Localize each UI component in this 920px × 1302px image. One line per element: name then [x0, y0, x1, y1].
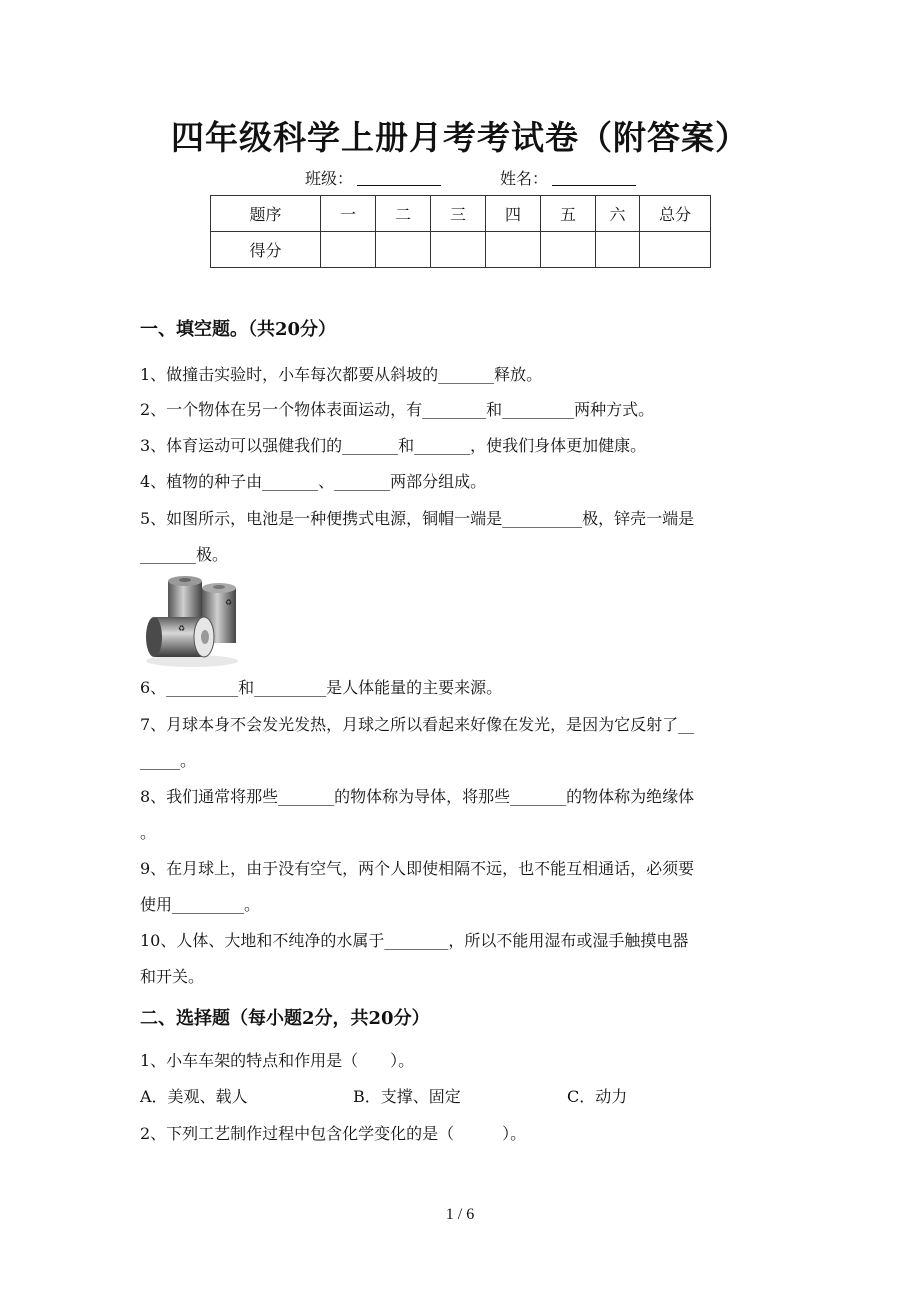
score-cell[interactable] — [541, 232, 596, 268]
header-cell: 二 — [376, 196, 431, 232]
header-cell: 三 — [431, 196, 486, 232]
name-label: 姓名： — [500, 169, 549, 188]
section2-heading: 二、选择题（每小题2分，共20分） — [140, 1008, 430, 1029]
question-line: _____。 — [140, 751, 197, 770]
score-table-header-row — [211, 196, 711, 232]
question-line: 9、在月球上，由于没有空气，两个人即使相隔不远，也不能互相通话，必须要 — [140, 859, 695, 878]
question-line: 4、植物的种子由_______、_______两部分组成。 — [140, 472, 487, 491]
question-line: 使用_________。 — [140, 895, 261, 914]
question-line: 和开关。 — [140, 967, 205, 986]
question-line: 7、月球本身不会发光发热，月球之所以看起来好像在发光，是因为它反射了__ — [140, 715, 695, 734]
class-label: 班级： — [305, 169, 354, 188]
question-line: 。 — [140, 823, 157, 842]
class-field — [305, 168, 441, 190]
header-cell: 一 — [321, 196, 376, 232]
header-cell: 题序 — [211, 196, 321, 232]
page-title: 四年级科学上册月考考试卷（附答案） — [171, 118, 749, 157]
question-line: 2、一个物体在另一个物体表面运动，有________和_________两种方式。 — [140, 400, 655, 419]
score-table-score-row — [211, 232, 711, 268]
question-line: 5、如图所示，电池是一种便携式电源，铜帽一端是__________极，锌壳一端是 — [140, 509, 695, 528]
question-line: 10、人体、大地和不纯净的水属于________，所以不能用湿布或湿手触摸电器 — [140, 931, 689, 950]
question-line: 6、_________和_________是人体能量的主要来源。 — [140, 678, 503, 697]
name-blank — [552, 169, 636, 186]
option-c: C．动力 — [567, 1087, 628, 1106]
question-line: 8、我们通常将那些_______的物体称为导体，将那些_______的物体称为绝缘体 — [140, 787, 695, 806]
score-cell[interactable] — [376, 232, 431, 268]
score-table — [210, 195, 711, 268]
question-line: 3、体育运动可以强健我们的_______和_______，使我们身体更加健康。 — [140, 436, 647, 455]
option-b: B．支撑、固定 — [353, 1087, 461, 1106]
class-blank — [357, 169, 441, 186]
battery-image — [142, 573, 242, 668]
svg-text:♻: ♻ — [225, 598, 233, 607]
header-cell: 总分 — [640, 196, 711, 232]
score-cell[interactable] — [486, 232, 541, 268]
row-label-cell: 得分 — [211, 232, 321, 268]
option-a: A．美观、载人 — [140, 1087, 248, 1106]
question-line: 1、做撞击实验时，小车每次都要从斜坡的_______释放。 — [140, 365, 543, 384]
svg-text:♻: ♻ — [178, 624, 186, 633]
question-line: _______极。 — [140, 545, 229, 564]
header-cell: 四 — [486, 196, 541, 232]
score-cell[interactable] — [596, 232, 640, 268]
score-cell[interactable] — [321, 232, 376, 268]
header-cell: 五 — [541, 196, 596, 232]
header-cell: 六 — [596, 196, 640, 232]
name-field — [500, 168, 636, 190]
page-number: 1 / 6 — [445, 1206, 475, 1223]
section1-heading: 一、填空题。（共20分） — [140, 319, 337, 340]
score-cell[interactable] — [431, 232, 486, 268]
score-cell[interactable] — [640, 232, 711, 268]
question-line: 1、小车车架的特点和作用是（ ）。 — [140, 1051, 415, 1070]
question-line: 2、下列工艺制作过程中包含化学变化的是（ ）。 — [140, 1124, 527, 1143]
